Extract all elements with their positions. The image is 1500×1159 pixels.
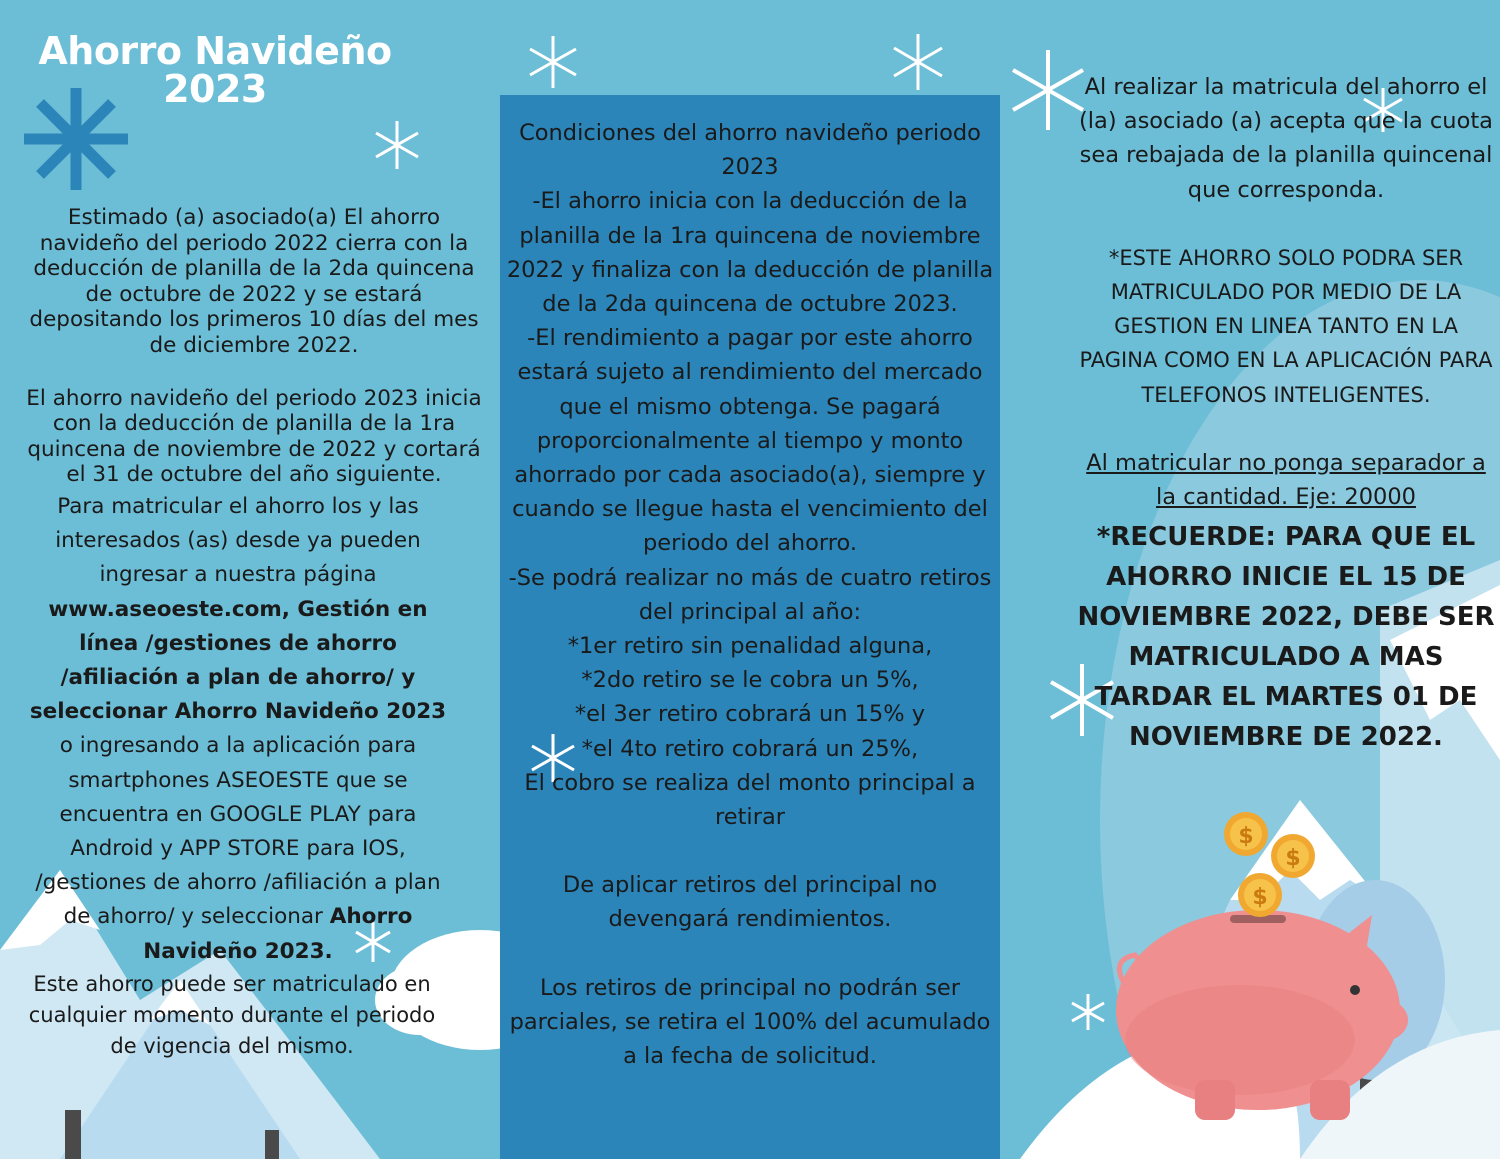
amount-format-note: Al matricular no ponga separador a la cantidad. Eje: 20000: [1086, 449, 1486, 511]
snowflake-icon: [530, 36, 576, 88]
deadline-reminder: *RECUERDE: PARA QUE EL AHORRO INICIE EL 15 DE NOVIEMBRE 2022, DEBE SER MATRICULADO A MAS TARDAR EL MARTES 01 DE NOVIEMBRE DE 2022.: [1077, 522, 1495, 753]
closing-notice: Estimado (a) asociado(a) El ahorro navideño del periodo 2022 cierra con la deducción de planilla de la 2da quincena de octubre de 2022 y se estará depositando los primeros 10 días del mes de diciembre 2022.: [29, 205, 479, 358]
opening-notice: El ahorro navideño del periodo 2023 inicia con la deducción de planilla de la 1ra quincena de noviembre de 2022 y cortará el 31 de octubre del año siguiente.: [26, 385, 482, 488]
title-line-1: Ahorro Navideño: [38, 29, 392, 73]
enrollment-period-note: Este ahorro puede ser matriculado en cualquier momento durante el periodo de vigencia del mismo.: [28, 971, 436, 1058]
online-only-notice: *ESTE AHORRO SOLO PODRA SER MATRICULADO POR MEDIO DE LA GESTION EN LINEA TANTO EN LA PAGINA COMO EN LA APLICACIÓN PARA TELEFONOS INTELIGENTES.: [1079, 245, 1493, 407]
right-column: [1075, 70, 1497, 757]
coin-icon: [1224, 812, 1268, 856]
withdrawal-rule-1: *1er retiro sin penalidad alguna,: [567, 633, 933, 660]
snowflake-icon: [1072, 994, 1104, 1030]
conditions-text: [500, 116, 1000, 1073]
condition-yield: -El rendimiento a pagar por este ahorro estará sujeto al rendimiento del mercado que el mismo obtenga. Se pagará proporcionalmente al tiempo y monto ahorrado por cada asociado(a), siempre y cuando se llegue hasta el vencimiento del periodo del ahorro.: [512, 325, 988, 557]
condition-no-yield: De aplicar retiros del principal no devengará rendimientos.: [562, 872, 938, 933]
svg-text:$: $: [1252, 885, 1268, 910]
withdrawal-rule-2: *2do retiro se le cobra un 5%,: [581, 667, 919, 694]
svg-text:$: $: [1238, 824, 1254, 849]
coin-icon: [1238, 873, 1282, 917]
enrollment-instructions: [18, 490, 452, 969]
conditions-heading: Condiciones del ahorro navideño periodo 2023: [519, 120, 981, 181]
instructions-text-a: Para matricular el ahorro los y las interesados (as) desde ya pueden ingresar a nuestra página: [55, 493, 421, 588]
condition-charge: El cobro se realiza del monto principal a retirar: [524, 769, 976, 831]
website-path: www.aseoeste.com, Gestión en línea /gestiones de ahorro /afiliación a plan de ahorro/ y seleccionar Ahorro Navideño 2023: [29, 596, 447, 725]
left-column: [18, 205, 490, 1062]
snowflake-icon: [1013, 50, 1083, 130]
plan-name: Ahorro Navideño 2023.: [143, 904, 413, 964]
coin-icon: [1271, 834, 1315, 878]
withdrawal-rule-3: *el 3er retiro cobrará un 15% y: [574, 701, 926, 728]
instructions-text-c: o ingresando a la aplicación para smartphones ASEOESTE que se encuentra en GOOGLE PLAY para Android y APP STORE para IOS, /gestiones de ahorro /afiliación a plan de ahorro/ y seleccionar: [35, 733, 441, 930]
page-title: [20, 29, 410, 111]
withdrawal-rule-4: *el 4to retiro cobrará un 25%,: [581, 735, 919, 762]
snowflake-icon: [894, 34, 942, 90]
svg-text:$: $: [1285, 846, 1301, 871]
title-line-2: 2023: [163, 67, 267, 111]
snowflake-icon: [376, 121, 418, 169]
condition-start: -El ahorro inicia con la deducción de la planilla de la 1ra quincena de noviembre 2022 y finaliza con la deducción de planilla de la 2da quincena de octubre 2023.: [506, 188, 994, 318]
deduction-consent: Al realizar la matricula del ahorro el (la) asociado (a) acepta que la cuota sea rebajada de la planilla quincenal que corresponda.: [1079, 74, 1493, 203]
condition-full-withdrawal: Los retiros de principal no podrán ser parciales, se retira el 100% del acumulado a la fecha de solicitud.: [509, 974, 991, 1070]
condition-withdrawals: -Se podrá realizar no más de cuatro retiros del principal al año:: [508, 564, 992, 625]
